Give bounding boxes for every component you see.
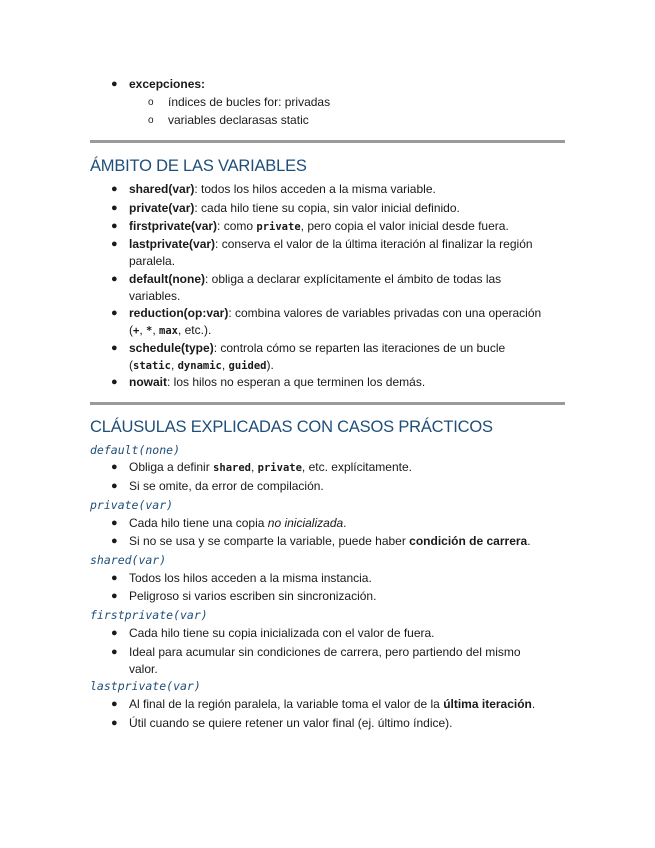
list-item: firstprivate(var): como private, pero copia el valor inicial desde fuera. [129, 219, 509, 233]
bullet: ● [111, 646, 118, 658]
bullet: ● [111, 461, 118, 473]
bullet: ● [111, 342, 118, 354]
bullet: ● [111, 78, 118, 90]
list-item: Todos los hilos acceden a la misma instancia. [129, 571, 372, 585]
exception-item: variables declarasas static [168, 113, 309, 127]
bullet: ● [111, 220, 118, 232]
bullet: ● [111, 307, 118, 319]
bullet: ● [111, 717, 118, 729]
list-item: Al final de la región paralela, la variable toma el valor de la última iteración. [129, 697, 536, 711]
list-item: schedule(type): controla cómo se reparten las iteraciones de un bucle (static, dynamic, guided). [129, 341, 506, 372]
clause-heading-firstprivate: firstprivate(var) [90, 608, 208, 622]
list-item: default(none): obliga a declarar explícitamente el ámbito de todas las variables. [129, 272, 502, 303]
list-item: Si no se usa y se comparte la variable, puede haber condición de carrera. [129, 534, 531, 548]
list-item: Si se omite, da error de compilación. [129, 479, 324, 493]
bullet: ● [111, 517, 118, 529]
list-item: Obliga a definir shared, private, etc. explícitamente. [129, 460, 412, 474]
list-item: lastprivate(var): conserva el valor de la última iteración al finalizar la región paralela. [129, 237, 533, 268]
list-item: Cada hilo tiene su copia inicializada con el valor de fuera. [129, 626, 435, 640]
section-title-clausulas: CLÁUSULAS EXPLICADAS CON CASOS PRÁCTICOS [90, 418, 493, 436]
bullet: ● [111, 590, 118, 602]
sub-bullet: o [148, 97, 154, 108]
section-divider [90, 140, 565, 143]
bullet: ● [111, 202, 118, 214]
bullet: ● [111, 627, 118, 639]
list-item: Útil cuando se quiere retener un valor final (ej. último índice). [129, 716, 453, 730]
bullet: ● [111, 698, 118, 710]
list-item: Peligroso si varios escriben sin sincronización. [129, 589, 377, 603]
list-item: private(var): cada hilo tiene su copia, sin valor inicial definido. [129, 201, 460, 215]
bullet: ● [111, 183, 118, 195]
bullet: ● [111, 535, 118, 547]
list-item: nowait: los hilos no esperan a que terminen los demás. [129, 375, 426, 389]
bullet: ● [111, 572, 118, 584]
list-item: Cada hilo tiene una copia no inicializada. [129, 516, 347, 530]
bullet: ● [111, 376, 118, 388]
clause-heading-lastprivate: lastprivate(var) [90, 679, 201, 693]
bullet: ● [111, 273, 118, 285]
list-item: reduction(op:var): combina valores de variables privadas con una operación (+, *, max, etc.). [129, 306, 542, 337]
bullet: ● [111, 480, 118, 492]
exception-item: índices de bucles for: privadas [168, 95, 331, 109]
bullet: ● [111, 238, 118, 250]
list-item: shared(var): todos los hilos acceden a la misma variable. [129, 182, 436, 196]
exceptions-label: excepciones: [129, 77, 206, 91]
section-title-ambito: ÁMBITO DE LAS VARIABLES [90, 157, 307, 175]
sub-bullet: o [148, 115, 154, 126]
clause-heading-private: private(var) [90, 498, 174, 512]
list-item: Ideal para acumular sin condiciones de carrera, pero partiendo del mismo valor. [129, 645, 521, 676]
clause-heading-default: default(none) [90, 443, 181, 457]
section-divider [90, 402, 565, 405]
clause-heading-shared: shared(var) [90, 553, 167, 567]
